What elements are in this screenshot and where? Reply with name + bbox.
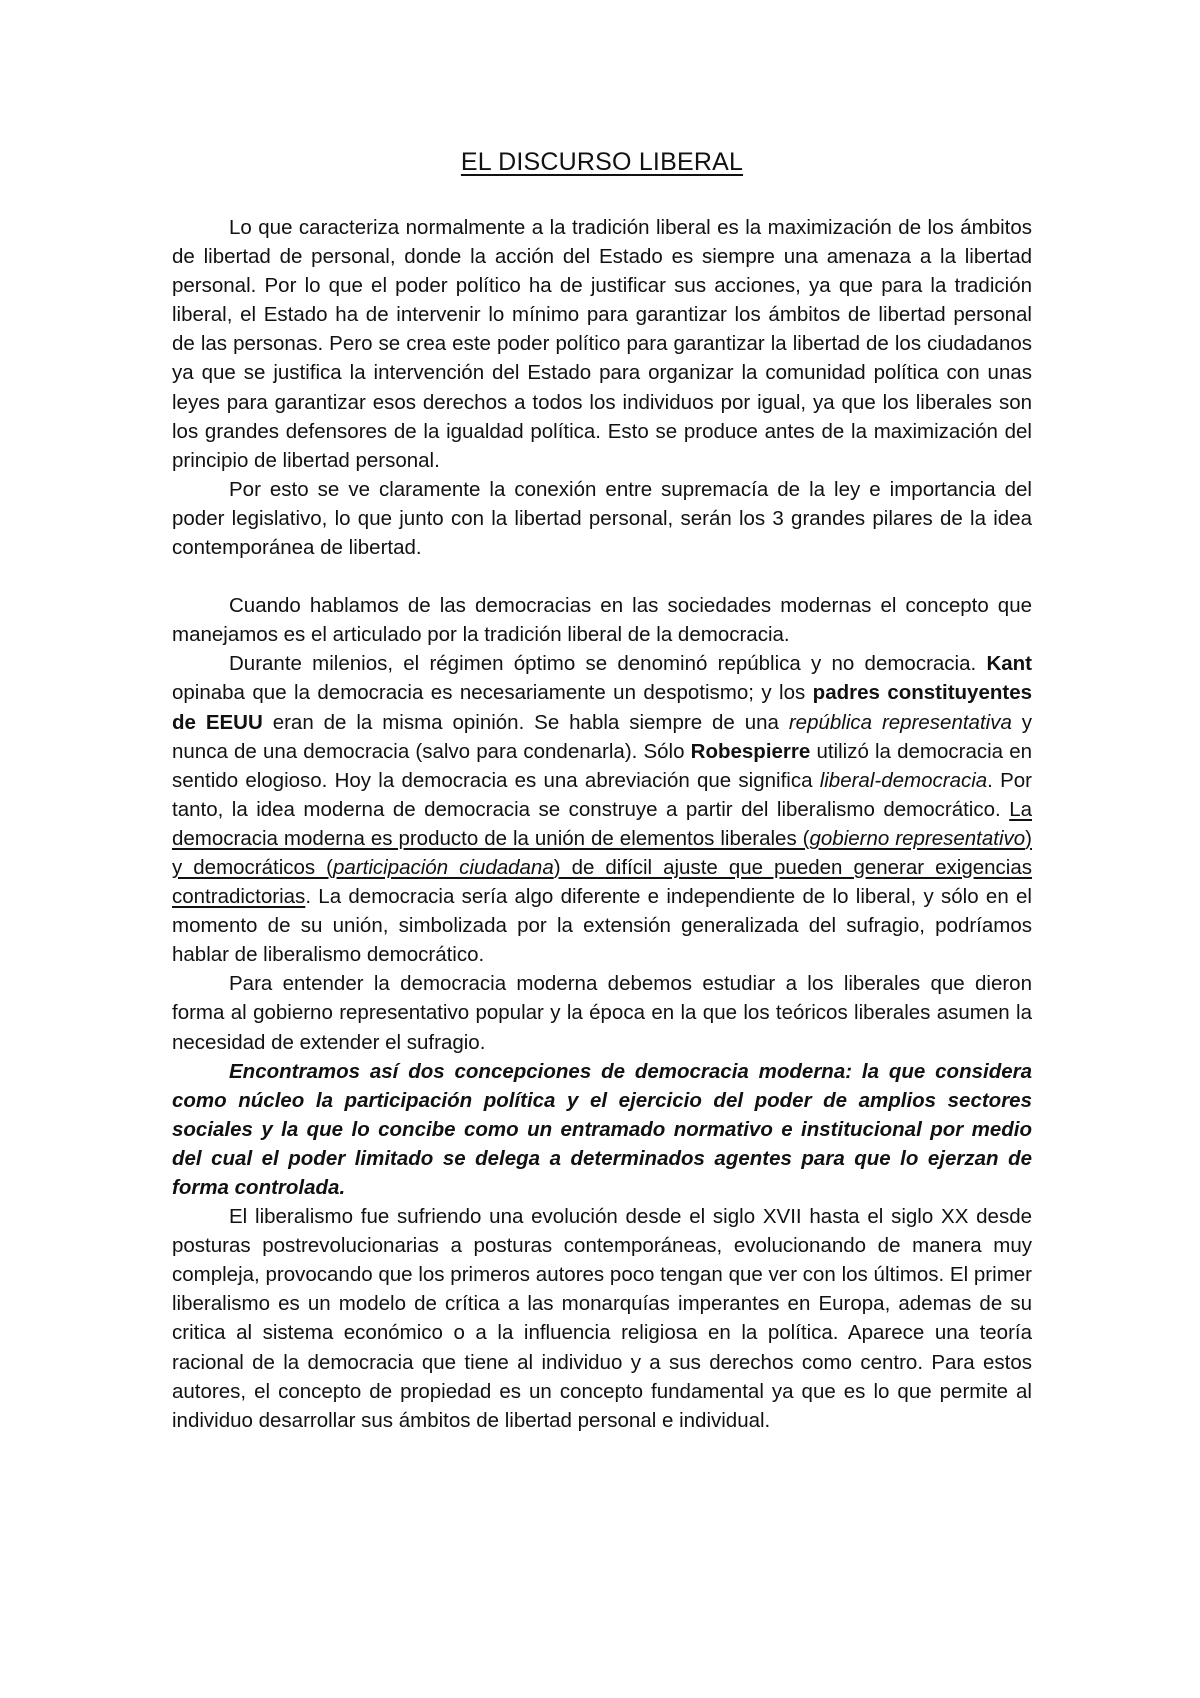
italic-republica-representativa: república representativa: [788, 710, 1012, 734]
italic-gobierno-representativo: gobierno representativo: [809, 826, 1026, 850]
paragraph-4: [172, 649, 1032, 969]
bold-kant: Kant: [986, 652, 1032, 676]
text-run: . La democracia sería algo diferente e independiente de lo liberal, y sólo en el momento de su unión, simbolizada por la extensión generalizada del sufragio, podríamos hablar de liberalismo democrático.: [172, 885, 1032, 967]
bold-padres-constituyentes: padres constituyentes de EEUU: [172, 681, 1032, 734]
paragraph-3: Cuando hablamos de las democracias en las sociedades modernas el concepto que manejamos es el articulado por la tradición liberal de la democracia.: [172, 594, 1032, 647]
paragraph-1: Lo que caracteriza normalmente a la tradición liberal es la maximización de los ámbitos de libertad de personal, donde la acción del Estado es siempre una amenaza a la libertad personal. Por lo que el poder político ha de justificar sus acciones, ya que para la tradición liberal, el Estado ha de intervenir lo mínimo para garantizar los ámbitos de libertad personal de las personas. Pero se crea este poder político para garantizar la libertad de los ciudadanos ya que se justifica la intervención del Estado para organizar la comunidad política con unas leyes para garantizar esos derechos a todos los individuos por igual, ya que los liberales son los grandes defensores de la igualdad política. Esto se produce antes de la maximización del principio de libertad personal.: [172, 216, 1032, 472]
text-run: . Por tanto, la idea moderna de democracia se construye a partir del liberalismo democrático.: [172, 768, 1032, 821]
paragraph-6-emphasis: Encontramos así dos concepciones de democracia moderna: la que considera como núcleo la participación política y el ejercicio del poder de amplios sectores sociales y la que lo concibe como un entramado normativo e institucional por medio del cual el poder limitado se delega a determinados agentes para que lo ejerzan de forma controlada.: [172, 1059, 1032, 1199]
text-run: y nunca de una democracia (salvo para condenarla). Sólo: [172, 710, 1033, 763]
text-run: ) y democráticos (: [172, 826, 1032, 879]
text-run: utilizó la democracia en sentido elogioso. Hoy la democracia es una abreviación que significa: [172, 739, 1032, 792]
text-run: ) de difícil ajuste que pueden generar exigencias contradictorias: [172, 855, 1032, 909]
text-run: La democracia moderna es producto de la unión de elementos liberales (: [172, 797, 1032, 850]
document-body: [172, 213, 1032, 1435]
italic-liberal-democracia: liberal-democracia: [819, 768, 988, 792]
italic-participacion-ciudadana: participación ciudadana: [333, 855, 554, 879]
document-title: EL DISCURSO LIBERAL: [460, 148, 744, 176]
bold-robespierre: Robespierre: [690, 739, 811, 763]
paragraph-2: Por esto se ve claramente la conexión entre supremacía de la ley e importancia del poder legislativo, lo que junto con la libertad personal, serán los 3 grandes pilares de la idea contemporánea de libertad.: [172, 477, 1032, 560]
paragraph-5: Para entender la democracia moderna debemos estudiar a los liberales que dieron forma al gobierno representativo popular y la época en la que los teóricos liberales asumen la necesidad de extender el sufragio.: [172, 972, 1032, 1054]
paragraph-7: El liberalismo fue sufriendo una evolución desde el siglo XVII hasta el siglo XX desde posturas postrevolucionarias a posturas contemporáneas, evolucionando de manera muy compleja, provocando que los primeros autores poco tengan que ver con los últimos. El primer liberalismo es un modelo de crítica a las monarquías imperantes en Europa, ademas de su critica al sistema económico o a la influencia religiosa en la política. Aparece una teoría racional de la democracia que tiene al individuo y a sus derechos como centro. Para estos autores, el concepto de propiedad es un concepto fundamental ya que es lo que permite al individuo desarrollar sus ámbitos de libertad personal e individual.: [172, 1205, 1032, 1432]
text-run: opinaba que la democracia es necesariamente un despotismo; y los: [172, 681, 813, 705]
text-run: eran de la misma opinión. Se habla siempre de una: [262, 710, 789, 734]
text-run: Durante milenios, el régimen óptimo se denominó república y no democracia.: [229, 652, 987, 676]
